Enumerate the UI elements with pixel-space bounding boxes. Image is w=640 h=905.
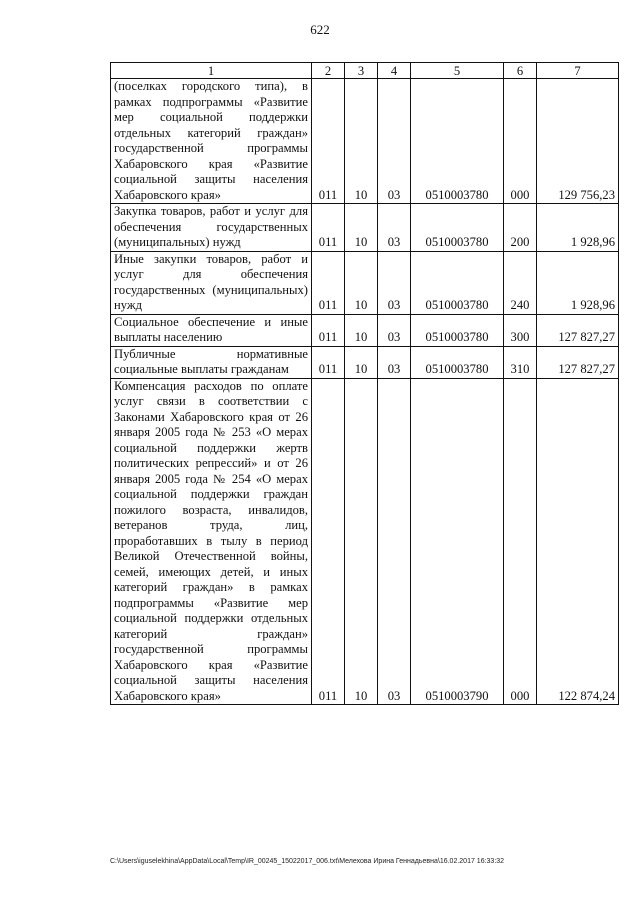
cell-amount: 127 827,27 [537, 314, 619, 346]
col-header-1: 1 [111, 63, 312, 79]
cell-ministry: 011 [312, 251, 345, 314]
table-row [111, 251, 619, 314]
cell-expense-type: 000 [504, 378, 537, 705]
table-row [111, 79, 619, 204]
cell-ministry: 011 [312, 378, 345, 705]
cell-amount: 127 827,27 [537, 346, 619, 378]
cell-section: 10 [345, 314, 378, 346]
cell-subsection: 03 [378, 251, 411, 314]
cell-target-article: 0510003790 [411, 378, 504, 705]
cell-target-article: 0510003780 [411, 314, 504, 346]
table-row [111, 378, 619, 705]
cell-subsection: 03 [378, 378, 411, 705]
cell-expense-type: 310 [504, 346, 537, 378]
cell-section: 10 [345, 346, 378, 378]
header-row [111, 63, 619, 79]
col-header-2: 2 [312, 63, 345, 79]
cell-ministry: 011 [312, 346, 345, 378]
cell-subsection: 03 [378, 314, 411, 346]
col-header-7: 7 [537, 63, 619, 79]
row-description: Социальное обеспечение и иные выплаты населению [111, 314, 312, 346]
cell-ministry: 011 [312, 314, 345, 346]
page-number: 622 [310, 22, 330, 37]
cell-amount: 1 928,96 [537, 204, 619, 252]
cell-expense-type: 000 [504, 79, 537, 204]
table-row [111, 204, 619, 252]
col-header-4: 4 [378, 63, 411, 79]
cell-target-article: 0510003780 [411, 346, 504, 378]
budget-table [110, 62, 619, 705]
cell-target-article: 0510003780 [411, 204, 504, 252]
row-description: Закупка товаров, работ и услуг для обеспечения государственных (муниципальных) нужд [111, 204, 312, 252]
cell-target-article: 0510003780 [411, 79, 504, 204]
col-header-5: 5 [411, 63, 504, 79]
row-description: Компенсация расходов по оплате услуг связи в соответствии с Законами Хабаровского края от 26 января 2005 года № 253 «О мерах социальной поддержки жертв политических репрессий» и от 26 января 2005 года № 254 «О мерах социальной поддержки граждан пожилого возраста, инвалидов, ветеранов труда, лиц, проработавших в тылу в период Великой Отечественной войны, семей, имеющих детей, и иных категорий граждан» в рамках подпрограммы «Развитие мер социальной поддержки отдельных категорий граждан» государственной программы Хабаровского края «Развитие социальной защиты населения Хабаровского края» [111, 378, 312, 705]
cell-section: 10 [345, 378, 378, 705]
cell-section: 10 [345, 251, 378, 314]
cell-ministry: 011 [312, 204, 345, 252]
row-description: Иные закупки товаров, работ и услуг для обеспечения государственных (муниципальных) нужд [111, 251, 312, 314]
cell-ministry: 011 [312, 79, 345, 204]
cell-section: 10 [345, 79, 378, 204]
col-header-6: 6 [504, 63, 537, 79]
cell-amount: 122 874,24 [537, 378, 619, 705]
table-row [111, 314, 619, 346]
table-row [111, 346, 619, 378]
cell-subsection: 03 [378, 79, 411, 204]
cell-amount: 129 756,23 [537, 79, 619, 204]
row-description: (поселках городского типа), в рамках подпрограммы «Развитие мер социальной поддержки отдельных категорий граждан» государственной программы Хабаровского края «Развитие социальной защиты населения Хабаровского края» [111, 79, 312, 204]
file-path-footer: C:\Users\iguselekhina\AppData\Local\Temp\IR_00245_15022017_006.txt\Мелехова Ирина Геннадьевна\16.02.2017 16:33:32 [110, 858, 505, 865]
row-description: Публичные нормативные социальные выплаты гражданам [111, 346, 312, 378]
cell-subsection: 03 [378, 204, 411, 252]
cell-target-article: 0510003780 [411, 251, 504, 314]
cell-amount: 1 928,96 [537, 251, 619, 314]
cell-expense-type: 240 [504, 251, 537, 314]
cell-section: 10 [345, 204, 378, 252]
cell-subsection: 03 [378, 346, 411, 378]
cell-expense-type: 300 [504, 314, 537, 346]
col-header-3: 3 [345, 63, 378, 79]
cell-expense-type: 200 [504, 204, 537, 252]
